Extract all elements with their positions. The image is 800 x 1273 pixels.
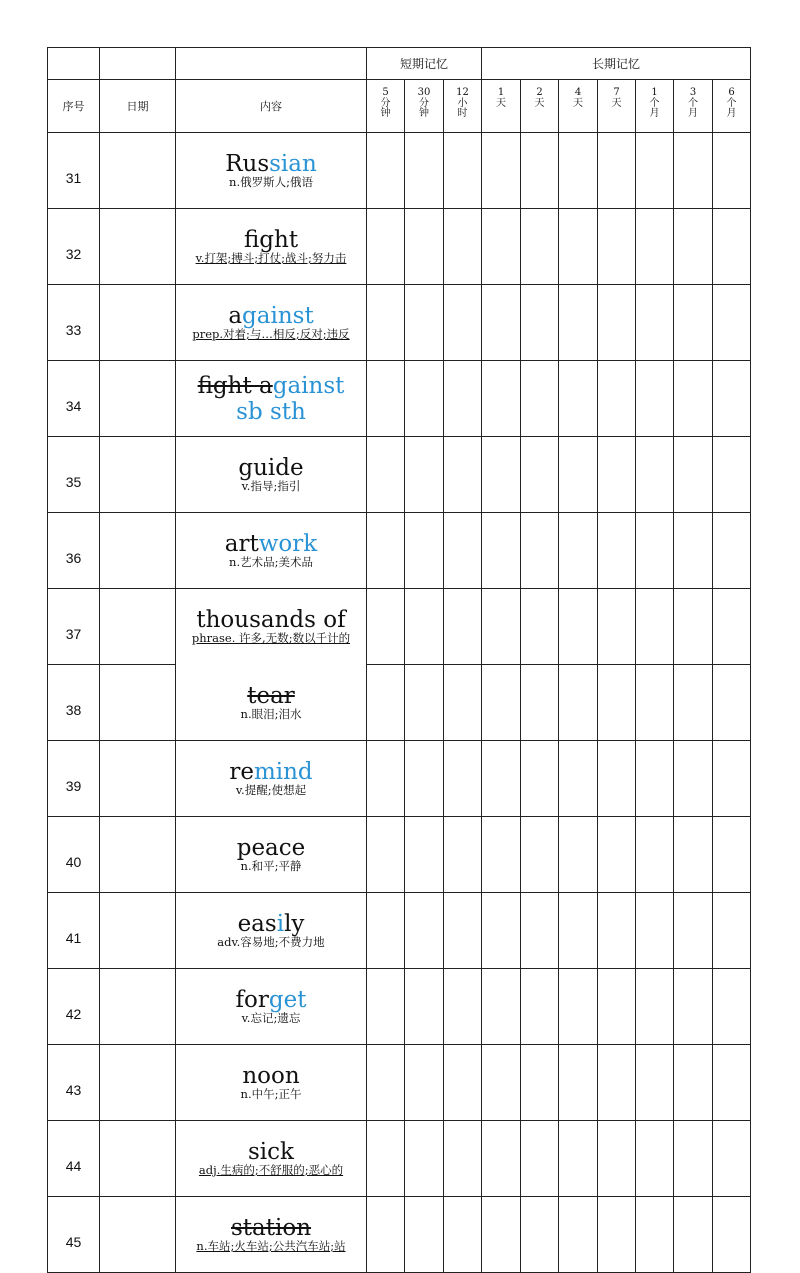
content-cell (176, 513, 367, 589)
word-meaning: adj.生病的;不舒服的;恶心的 (198, 1163, 344, 1177)
header-row-columns (48, 80, 751, 133)
table-row (48, 665, 751, 741)
review-checkbox-cell[interactable] (713, 893, 751, 969)
word-part-highlight: mind (253, 759, 313, 785)
word-part-plain: thousands of (196, 607, 346, 634)
date-cell[interactable] (100, 513, 176, 589)
word-part-plain: sick (248, 1139, 294, 1165)
review-checkbox-cell[interactable] (367, 285, 405, 361)
header-row-groups (48, 48, 751, 80)
review-checkbox-cell[interactable] (405, 1121, 444, 1197)
word-part-plain: art (224, 531, 259, 557)
review-checkbox-cell[interactable] (636, 969, 674, 1045)
review-checkbox-cell[interactable] (674, 1121, 713, 1197)
serial-header: 序号 (48, 80, 100, 133)
serial-number: 36 (48, 513, 100, 589)
vocab-word (176, 1140, 366, 1164)
review-checkbox-cell[interactable] (405, 1197, 444, 1273)
review-checkbox-cell[interactable] (559, 1045, 598, 1121)
review-checkbox-cell[interactable] (521, 741, 559, 817)
word-meaning: adv.容易地;不费力地 (217, 935, 325, 949)
review-checkbox-cell[interactable] (636, 1197, 674, 1273)
review-checkbox-cell[interactable] (713, 741, 751, 817)
interval-header: 6个月 (726, 87, 737, 119)
review-checkbox-cell[interactable] (482, 665, 521, 741)
interval-header: 12小时 (456, 87, 469, 119)
content-cell (176, 209, 367, 285)
word-part-highlight: sian (269, 151, 317, 177)
review-checkbox-cell[interactable] (598, 285, 636, 361)
review-checkbox-cell[interactable] (482, 741, 521, 817)
review-checkbox-cell[interactable] (444, 437, 482, 513)
content-cell (176, 893, 367, 969)
vocab-word (176, 304, 366, 328)
review-checkbox-cell[interactable] (444, 665, 482, 741)
review-checkbox-cell[interactable] (713, 209, 751, 285)
date-cell[interactable] (100, 969, 176, 1045)
date-cell[interactable] (100, 133, 176, 209)
review-checkbox-cell[interactable] (674, 969, 713, 1045)
review-checkbox-cell[interactable] (405, 741, 444, 817)
review-checkbox-cell[interactable] (482, 133, 521, 209)
date-cell[interactable] (100, 589, 176, 665)
content-cell (176, 969, 367, 1045)
word-meaning: n.车站;火车站;公共汽车站;站 (196, 1239, 346, 1253)
review-checkbox-cell[interactable] (444, 209, 482, 285)
review-checkbox-cell[interactable] (521, 361, 559, 437)
review-checkbox-cell[interactable] (405, 817, 444, 893)
word-meaning: v.打架;搏斗;打仗;战斗;努力击 (195, 251, 347, 265)
review-checkbox-cell[interactable] (444, 133, 482, 209)
date-cell[interactable] (100, 209, 176, 285)
review-checkbox-cell[interactable] (367, 361, 405, 437)
review-checkbox-cell[interactable] (713, 1045, 751, 1121)
table-row (48, 133, 751, 209)
review-checkbox-cell[interactable] (405, 513, 444, 589)
short-term-header: 短期记忆 (367, 48, 482, 80)
review-checkbox-cell[interactable] (482, 893, 521, 969)
review-checkbox-cell[interactable] (367, 589, 405, 665)
word-part-plain: Rus (225, 151, 270, 177)
review-checkbox-cell[interactable] (482, 209, 521, 285)
review-checkbox-cell[interactable] (598, 969, 636, 1045)
review-checkbox-cell[interactable] (636, 1121, 674, 1197)
review-checkbox-cell[interactable] (674, 817, 713, 893)
review-checkbox-cell[interactable] (559, 513, 598, 589)
review-checkbox-cell[interactable] (405, 209, 444, 285)
review-checkbox-cell[interactable] (521, 1197, 559, 1273)
review-checkbox-cell[interactable] (559, 1121, 598, 1197)
interval-header: 7天 (611, 87, 622, 109)
review-checkbox-cell[interactable] (674, 361, 713, 437)
review-checkbox-cell[interactable] (405, 133, 444, 209)
review-checkbox-cell[interactable] (598, 1121, 636, 1197)
review-checkbox-cell[interactable] (559, 817, 598, 893)
table-row (48, 285, 751, 361)
word-meaning: prep.对着;与…相反;反对;违反 (192, 327, 350, 341)
vocab-word (176, 456, 366, 480)
word-meaning: n.俄罗斯人;俄语 (229, 175, 313, 189)
review-checkbox-cell[interactable] (444, 1121, 482, 1197)
vocab-word (176, 684, 366, 708)
review-checkbox-cell[interactable] (405, 437, 444, 513)
date-cell[interactable] (100, 665, 176, 741)
date-cell[interactable] (100, 893, 176, 969)
review-checkbox-cell[interactable] (367, 513, 405, 589)
date-cell[interactable] (100, 361, 176, 437)
interval-header: 4天 (573, 87, 584, 109)
vocab-word (176, 532, 366, 556)
vocab-word (176, 988, 366, 1012)
review-checkbox-cell[interactable] (482, 1121, 521, 1197)
word-meaning: phrase. 许多,无数;数以千计的 (191, 631, 351, 646)
word-part-plain: for (235, 987, 269, 1013)
review-checkbox-cell[interactable] (674, 741, 713, 817)
date-header: 日期 (100, 80, 176, 133)
review-checkbox-cell[interactable] (598, 1045, 636, 1121)
review-checkbox-cell[interactable] (482, 513, 521, 589)
interval-header: 5分钟 (380, 87, 391, 119)
review-checkbox-cell[interactable] (598, 437, 636, 513)
review-checkbox-cell[interactable] (636, 285, 674, 361)
word-part-plain: re (229, 759, 254, 785)
word-meaning: n.中午;正午 (240, 1087, 302, 1101)
interval-header: 3个月 (688, 87, 699, 119)
review-checkbox-cell[interactable] (405, 969, 444, 1045)
word-part-highlight: gainst sb sth (236, 372, 345, 425)
review-checkbox-cell[interactable] (636, 133, 674, 209)
word-part-plain: peace (236, 835, 306, 861)
review-checkbox-cell[interactable] (713, 361, 751, 437)
word-part-plain: eas (237, 911, 277, 937)
content-header: 内容 (176, 80, 367, 133)
review-checkbox-cell[interactable] (444, 1045, 482, 1121)
serial-number: 37 (48, 589, 100, 665)
date-cell[interactable] (100, 437, 176, 513)
date-cell[interactable] (100, 285, 176, 361)
review-checkbox-cell[interactable] (674, 1045, 713, 1121)
review-checkbox-cell[interactable] (405, 361, 444, 437)
review-checkbox-cell[interactable] (367, 665, 405, 741)
word-part-plain: station (230, 1215, 312, 1241)
table-row (48, 361, 751, 437)
review-checkbox-cell[interactable] (598, 361, 636, 437)
review-checkbox-cell[interactable] (598, 209, 636, 285)
content-cell (176, 1045, 367, 1121)
review-checkbox-cell[interactable] (444, 741, 482, 817)
interval-header: 30分钟 (417, 87, 431, 119)
review-checkbox-cell[interactable] (713, 589, 751, 665)
review-checkbox-cell[interactable] (559, 437, 598, 513)
content-cell (176, 437, 367, 513)
review-checkbox-cell[interactable] (444, 817, 482, 893)
review-checkbox-cell[interactable] (367, 741, 405, 817)
table-row (48, 209, 751, 285)
review-checkbox-cell[interactable] (444, 285, 482, 361)
review-checkbox-cell[interactable] (482, 437, 521, 513)
review-checkbox-cell[interactable] (598, 1197, 636, 1273)
serial-number: 45 (48, 1197, 100, 1273)
word-meaning: v.指导;指引 (241, 479, 301, 493)
vocab-word (176, 760, 366, 784)
table-row (48, 437, 751, 513)
serial-number: 42 (48, 969, 100, 1045)
vocab-word (176, 228, 366, 252)
review-checkbox-cell[interactable] (559, 133, 598, 209)
word-part-highlight: gainst (242, 303, 314, 329)
review-checkbox-cell[interactable] (636, 1045, 674, 1121)
review-checkbox-cell[interactable] (713, 133, 751, 209)
vocab-word (176, 608, 366, 632)
review-checkbox-cell[interactable] (559, 285, 598, 361)
date-cell[interactable] (100, 1121, 176, 1197)
review-checkbox-cell[interactable] (521, 437, 559, 513)
review-checkbox-cell[interactable] (367, 209, 405, 285)
review-checkbox-cell[interactable] (482, 1197, 521, 1273)
review-checkbox-cell[interactable] (636, 741, 674, 817)
review-checkbox-cell[interactable] (405, 1045, 444, 1121)
review-checkbox-cell[interactable] (444, 1197, 482, 1273)
review-checkbox-cell[interactable] (444, 361, 482, 437)
review-checkbox-cell[interactable] (713, 513, 751, 589)
review-checkbox-cell[interactable] (674, 209, 713, 285)
word-part-highlight: i (276, 911, 285, 937)
review-checkbox-cell[interactable] (674, 1197, 713, 1273)
vocab-word (176, 912, 366, 936)
review-checkbox-cell[interactable] (482, 969, 521, 1045)
review-checkbox-cell[interactable] (559, 665, 598, 741)
review-checkbox-cell[interactable] (713, 1197, 751, 1273)
review-checkbox-cell[interactable] (367, 133, 405, 209)
review-checkbox-cell[interactable] (713, 969, 751, 1045)
review-checkbox-cell[interactable] (713, 1121, 751, 1197)
review-checkbox-cell[interactable] (521, 665, 559, 741)
review-checkbox-cell[interactable] (636, 437, 674, 513)
review-checkbox-cell[interactable] (482, 589, 521, 665)
review-checkbox-cell[interactable] (405, 893, 444, 969)
review-checkbox-cell[interactable] (674, 133, 713, 209)
review-checkbox-cell[interactable] (713, 285, 751, 361)
review-checkbox-cell[interactable] (521, 817, 559, 893)
review-checkbox-cell[interactable] (444, 893, 482, 969)
review-checkbox-cell[interactable] (598, 741, 636, 817)
review-checkbox-cell[interactable] (482, 361, 521, 437)
review-checkbox-cell[interactable] (444, 969, 482, 1045)
word-part-plain: fight a (197, 372, 273, 399)
long-term-header: 长期记忆 (482, 48, 751, 80)
review-checkbox-cell[interactable] (713, 817, 751, 893)
review-checkbox-cell[interactable] (559, 893, 598, 969)
review-checkbox-cell[interactable] (598, 665, 636, 741)
review-checkbox-cell[interactable] (405, 665, 444, 741)
review-checkbox-cell[interactable] (636, 893, 674, 969)
review-checkbox-cell[interactable] (482, 817, 521, 893)
review-checkbox-cell[interactable] (559, 361, 598, 437)
table-row (48, 1045, 751, 1121)
review-checkbox-cell[interactable] (367, 817, 405, 893)
vocab-word (176, 152, 366, 176)
word-part-plain: guide (238, 455, 304, 481)
review-checkbox-cell[interactable] (636, 513, 674, 589)
review-checkbox-cell[interactable] (521, 133, 559, 209)
review-checkbox-cell[interactable] (521, 209, 559, 285)
serial-number: 32 (48, 209, 100, 285)
review-checkbox-cell[interactable] (674, 589, 713, 665)
review-checkbox-cell[interactable] (444, 513, 482, 589)
review-checkbox-cell[interactable] (367, 437, 405, 513)
date-cell[interactable] (100, 1197, 176, 1273)
table-row (48, 969, 751, 1045)
vocab-word (176, 836, 366, 860)
table-row (48, 513, 751, 589)
word-part-highlight: get (268, 987, 307, 1013)
review-checkbox-cell[interactable] (521, 969, 559, 1045)
table-row (48, 741, 751, 817)
word-meaning: v.忘记;遗忘 (241, 1011, 301, 1025)
review-checkbox-cell[interactable] (674, 893, 713, 969)
review-checkbox-cell[interactable] (367, 969, 405, 1045)
review-checkbox-cell[interactable] (636, 361, 674, 437)
word-part-plain: fight (243, 227, 299, 253)
serial-number: 44 (48, 1121, 100, 1197)
review-checkbox-cell[interactable] (444, 589, 482, 665)
review-checkbox-cell[interactable] (367, 893, 405, 969)
content-cell (176, 741, 367, 817)
word-meaning: n.眼泪;泪水 (240, 706, 302, 721)
word-part-highlight: work (258, 531, 318, 557)
vocab-word (176, 1216, 366, 1240)
review-checkbox-cell[interactable] (674, 437, 713, 513)
serial-number: 31 (48, 133, 100, 209)
review-checkbox-cell[interactable] (559, 1197, 598, 1273)
review-checkbox-cell[interactable] (598, 893, 636, 969)
word-part-plain: ly (284, 911, 305, 937)
review-checkbox-cell[interactable] (521, 893, 559, 969)
review-checkbox-cell[interactable] (559, 741, 598, 817)
serial-number: 33 (48, 285, 100, 361)
content-cell (176, 1197, 367, 1273)
review-checkbox-cell[interactable] (598, 133, 636, 209)
word-meaning: n.和平;平静 (240, 859, 302, 873)
serial-number: 39 (48, 741, 100, 817)
content-cell (176, 361, 367, 437)
serial-number: 43 (48, 1045, 100, 1121)
review-checkbox-cell[interactable] (636, 209, 674, 285)
word-part-plain: a (228, 303, 243, 329)
vocab-word (176, 373, 366, 425)
review-checkbox-cell[interactable] (636, 665, 674, 741)
review-checkbox-cell[interactable] (405, 589, 444, 665)
table-row (48, 589, 751, 665)
review-checkbox-cell[interactable] (405, 285, 444, 361)
word-part-plain: tear (247, 682, 295, 709)
date-cell[interactable] (100, 817, 176, 893)
review-checkbox-cell[interactable] (482, 1045, 521, 1121)
serial-number: 41 (48, 893, 100, 969)
review-checkbox-cell[interactable] (713, 665, 751, 741)
content-cell (176, 285, 367, 361)
review-checkbox-cell[interactable] (367, 1197, 405, 1273)
review-checkbox-cell[interactable] (521, 1045, 559, 1121)
content-cell (176, 665, 367, 741)
word-part-plain: noon (242, 1063, 300, 1089)
review-checkbox-cell[interactable] (521, 285, 559, 361)
review-checkbox-cell[interactable] (598, 513, 636, 589)
review-checkbox-cell[interactable] (636, 589, 674, 665)
content-cell (176, 589, 367, 665)
table-row (48, 1197, 751, 1273)
review-checkbox-cell[interactable] (367, 1121, 405, 1197)
review-checkbox-cell[interactable] (598, 817, 636, 893)
serial-number: 40 (48, 817, 100, 893)
word-meaning: v.提醒;使想起 (235, 783, 307, 797)
memory-schedule-table (47, 47, 751, 1273)
table-row (48, 1121, 751, 1197)
review-checkbox-cell[interactable] (713, 437, 751, 513)
review-checkbox-cell[interactable] (674, 285, 713, 361)
serial-number: 34 (48, 361, 100, 437)
interval-header: 2天 (534, 87, 545, 109)
review-checkbox-cell[interactable] (521, 513, 559, 589)
review-checkbox-cell[interactable] (559, 589, 598, 665)
review-checkbox-cell[interactable] (559, 209, 598, 285)
review-checkbox-cell[interactable] (521, 1121, 559, 1197)
review-checkbox-cell[interactable] (674, 513, 713, 589)
review-checkbox-cell[interactable] (521, 589, 559, 665)
serial-number: 38 (48, 665, 100, 741)
serial-number: 35 (48, 437, 100, 513)
content-cell (176, 133, 367, 209)
vocab-word (176, 1064, 366, 1088)
date-cell[interactable] (100, 741, 176, 817)
interval-header: 1个月 (649, 87, 660, 119)
review-checkbox-cell[interactable] (636, 817, 674, 893)
table-row (48, 893, 751, 969)
date-cell[interactable] (100, 1045, 176, 1121)
review-checkbox-cell[interactable] (674, 665, 713, 741)
word-meaning: n.艺术品;美术品 (229, 555, 313, 569)
table-row (48, 817, 751, 893)
interval-header: 1天 (496, 87, 507, 109)
content-cell (176, 1121, 367, 1197)
review-checkbox-cell[interactable] (482, 285, 521, 361)
content-cell (176, 817, 367, 893)
review-checkbox-cell[interactable] (598, 589, 636, 665)
review-checkbox-cell[interactable] (367, 1045, 405, 1121)
review-checkbox-cell[interactable] (559, 969, 598, 1045)
